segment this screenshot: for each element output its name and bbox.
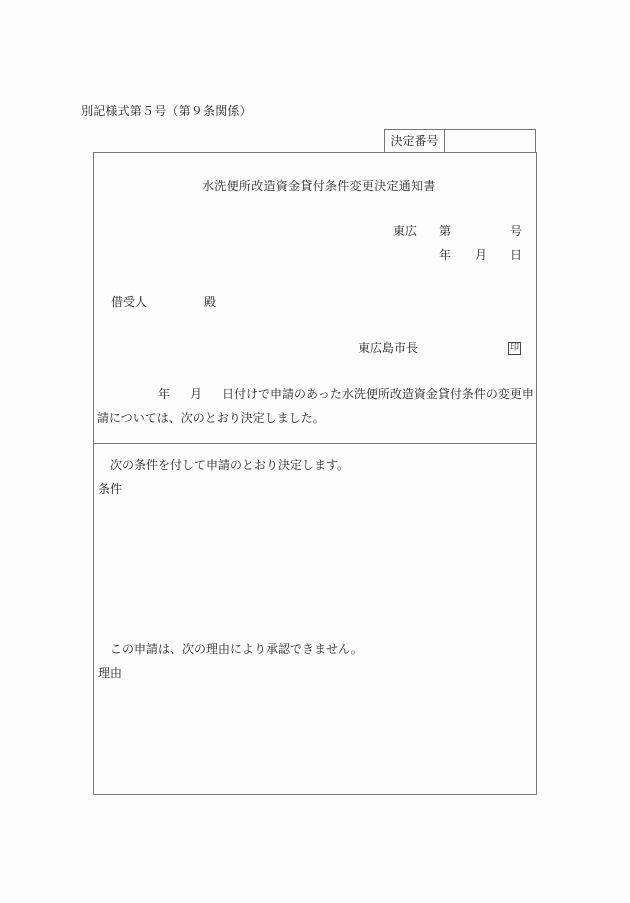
notice-body-line1 — [110, 385, 534, 402]
body-month: 月 — [190, 387, 203, 401]
number-go: 号 — [510, 224, 523, 238]
reason-label: 理由 — [98, 666, 123, 680]
number-prefix: 東広 — [393, 224, 418, 238]
decision-number-field[interactable] — [445, 130, 535, 152]
decision-number-label: 決定番号 — [385, 130, 445, 152]
seal-mark: 印 — [510, 343, 520, 353]
date-year: 年 — [439, 248, 452, 262]
date-day: 日 — [510, 248, 523, 262]
seal-icon — [508, 339, 521, 355]
body-line1-rest: 日付けで申請のあった水洗便所改造資金貸付条件の変更申 — [222, 387, 534, 401]
honorific: 殿 — [204, 295, 217, 309]
conditions-label: 条件 — [98, 482, 123, 496]
notice-form — [93, 152, 537, 795]
document-title: 水洗便所改造資金貸付条件変更決定通知書 — [202, 179, 436, 193]
approve-statement: 次の条件を付して申請のとおり決定します。 — [110, 458, 350, 472]
issuer-title: 東広島市長 — [358, 341, 419, 355]
date-month: 月 — [475, 248, 488, 262]
decision-number-box — [384, 129, 536, 152]
notice-body-line2: 請については、次のとおり決定しました。 — [97, 411, 325, 425]
borrower-label: 借受人 — [111, 295, 148, 309]
section-divider — [94, 443, 536, 444]
number-dai: 第 — [439, 224, 452, 238]
reject-statement: この申請は、次の理由により承認できません。 — [110, 642, 363, 656]
body-year: 年 — [158, 387, 171, 401]
form-label: 別記様式第５号（第９条関係） — [81, 104, 252, 118]
